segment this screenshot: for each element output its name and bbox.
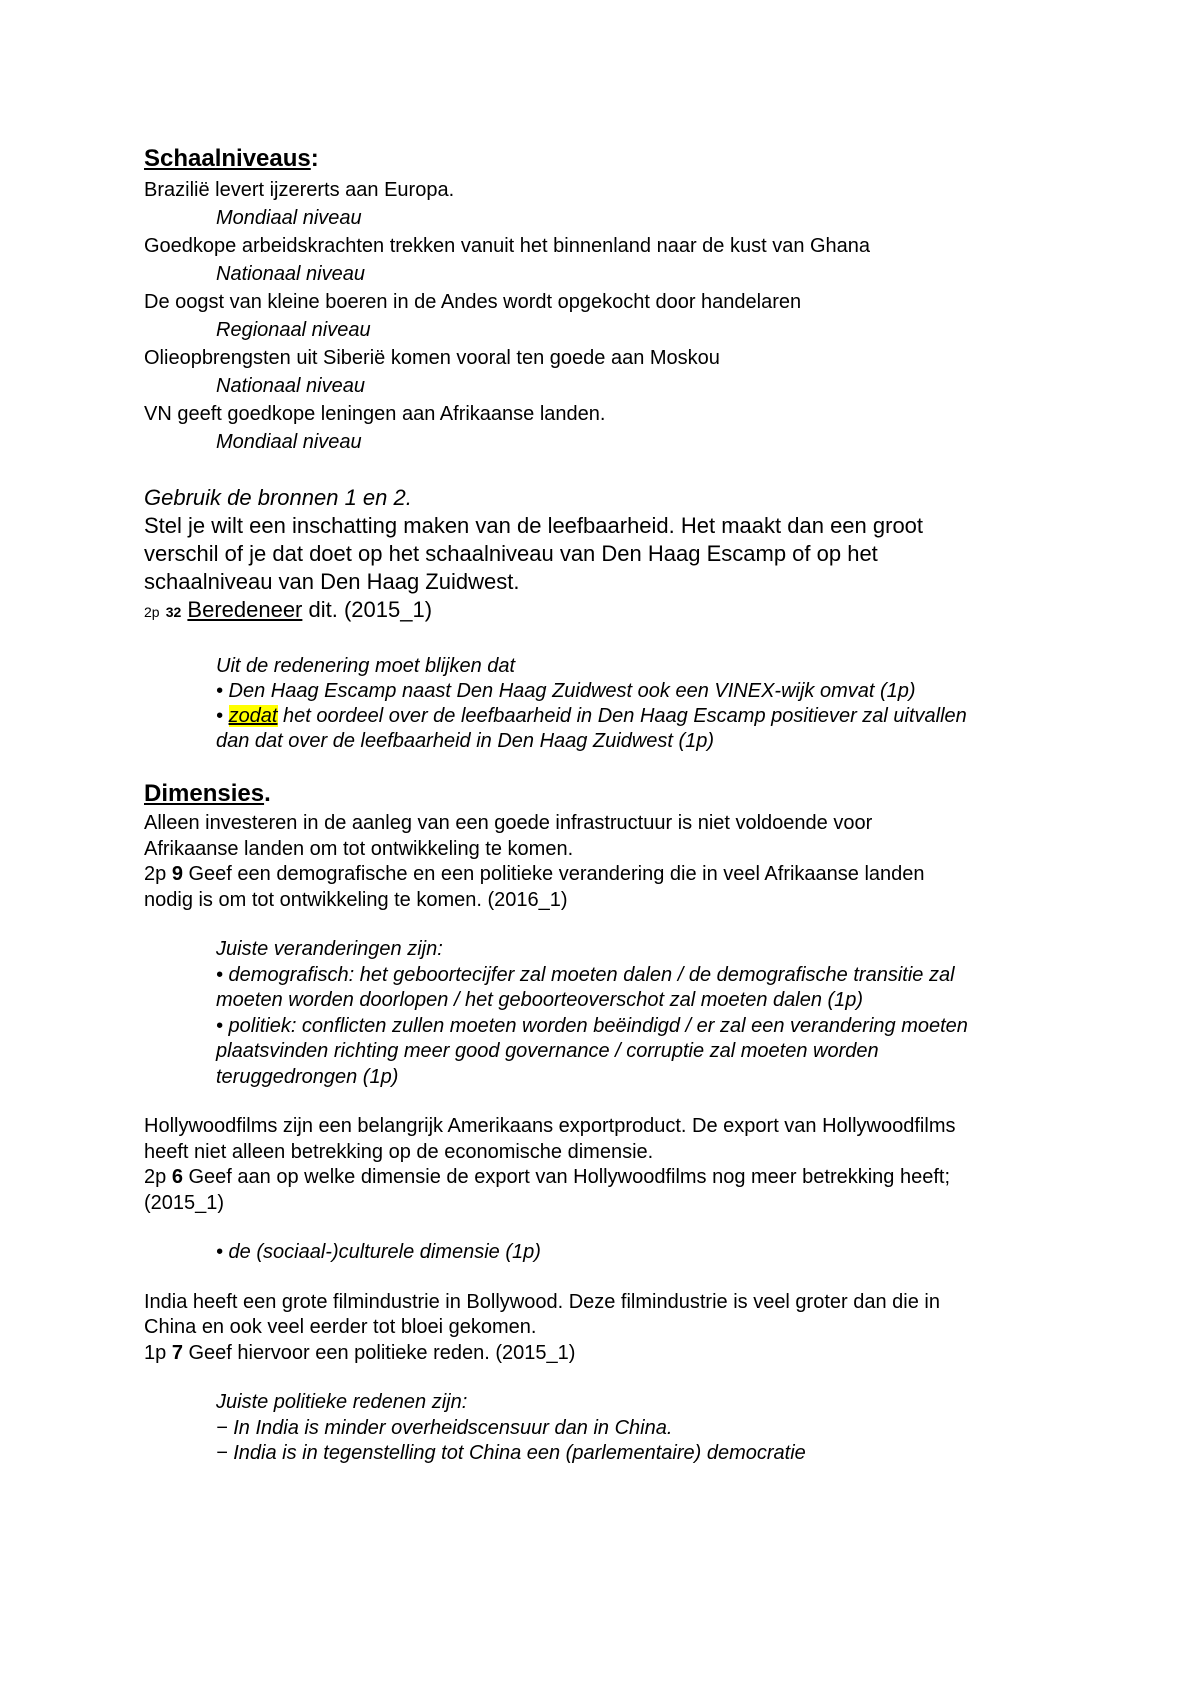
spacer <box>144 754 1060 778</box>
answer-bullet-continuation: teruggedrongen (1p) <box>216 1065 399 1088</box>
answer-bullet-continuation: dan dat over de leefbaarheid in Den Haag Zuidwest (1p) <box>216 730 715 752</box>
answer-bullet-continuation: plaatsvinden richting meer good governance / corruptie zal moeten worden <box>216 1040 879 1062</box>
question-9: 2p 9 Geef een demografische en een politieke verandering die in veel Afrikaanse landen <box>144 863 925 885</box>
question-verb: Beredeneer <box>187 597 303 622</box>
section-heading-schaalniveaus: Schaalniveaus: <box>144 145 319 172</box>
answer-bullet: − India is in tegenstelling tot China een (parlementaire) democratie <box>216 1442 806 1464</box>
answer-bullet: • politiek: conflicten zullen moeten worden beëindigd / er zal een verandering moeten <box>216 1014 968 1037</box>
question-points: 2p <box>144 604 160 620</box>
question-number: 32 <box>165 604 182 620</box>
scale-answer: Mondiaal niveau <box>216 207 362 229</box>
answer-intro: Juiste veranderingen zijn: <box>216 938 443 960</box>
highlighted-word: zodat <box>228 705 278 727</box>
question-continuation: nodig is om tot ontwikkeling te komen. (2016_1) <box>144 888 568 911</box>
answer-intro: Uit de redenering moet blijken dat <box>216 655 516 677</box>
statement: De oogst van kleine boeren in de Andes wordt opgekocht door handelaren <box>144 291 802 313</box>
question-intro-line: schaalniveau van Den Haag Zuidwest. <box>144 569 520 594</box>
scale-answer: Nationaal niveau <box>216 263 365 285</box>
question-intro-line: Hollywoodfilms zijn een belangrijk Amerikaans exportproduct. De export van Hollywoodfilms <box>144 1115 956 1137</box>
statement: VN geeft goedkope leningen aan Afrikaanse landen. <box>144 403 606 425</box>
spacer <box>144 1266 1060 1290</box>
scale-answer: Nationaal niveau <box>216 375 365 397</box>
sources-instruction: Gebruik de bronnen 1 en 2. <box>144 485 412 510</box>
spacer <box>144 1366 1060 1390</box>
spacer <box>144 913 1060 937</box>
answer-bullet: • Den Haag Escamp naast Den Haag Zuidwest ook een VINEX-wijk omvat (1p) <box>216 680 916 702</box>
question-intro-line: India heeft een grote filmindustrie in Bollywood. Deze filmindustrie is veel groter dan die in <box>144 1290 940 1313</box>
question-intro-line: Afrikaanse landen om tot ontwikkeling te komen. <box>144 837 574 860</box>
answer-bullet-continuation: moeten worden doorlopen / het geboorteoverschot zal moeten dalen (1p) <box>216 989 864 1011</box>
section-heading-dimensies: Dimensies. <box>144 780 271 807</box>
answer-bullet: • zodat het oordeel over de leefbaarheid in Den Haag Escamp positiever zal uitvallen <box>216 705 967 727</box>
answer-bullet: • demografisch: het geboortecijfer zal moeten dalen / de demografische transitie zal <box>216 963 955 986</box>
spacer <box>144 626 1060 654</box>
answer-bullet: • de (sociaal-)culturele dimensie (1p) <box>216 1241 541 1263</box>
spacer <box>144 1090 1060 1114</box>
scale-answer: Regionaal niveau <box>216 319 371 341</box>
question-intro-line: heeft niet alleen betrekking op de economische dimensie. <box>144 1140 654 1163</box>
statement: Brazilië levert ijzererts aan Europa. <box>144 179 455 201</box>
question-intro-line: Stel je wilt een inschatting maken van de leefbaarheid. Het maakt dan een groot <box>144 513 924 538</box>
question-intro-line: China en ook veel eerder tot bloei gekomen. <box>144 1316 537 1338</box>
question-6: 2p 6 Geef aan op welke dimensie de export van Hollywoodfilms nog meer betrekking heeft; <box>144 1166 951 1188</box>
statement: Goedkope arbeidskrachten trekken vanuit het binnenland naar de kust van Ghana <box>144 235 871 257</box>
spacer <box>144 1216 1060 1240</box>
statement: Olieopbrengsten uit Siberië komen vooral ten goede aan Moskou <box>144 347 720 369</box>
answer-bullet: − In India is minder overheidscensuur dan in China. <box>216 1416 673 1439</box>
question-7: 1p 7 Geef hiervoor een politieke reden. (2015_1) <box>144 1341 576 1364</box>
question-continuation: (2015_1) <box>144 1191 225 1214</box>
scale-answer: Mondiaal niveau <box>216 431 362 453</box>
question-intro-line: verschil of je dat doet op het schaalniveau van Den Haag Escamp of op het <box>144 541 878 566</box>
question-intro-line: Alleen investeren in de aanleg van een goede infrastructuur is niet voldoende voor <box>144 812 873 834</box>
answer-intro: Juiste politieke redenen zijn: <box>216 1391 468 1413</box>
spacer <box>144 456 1060 484</box>
question-32: 2p 32 Beredeneer dit. (2015_1) <box>144 597 433 622</box>
